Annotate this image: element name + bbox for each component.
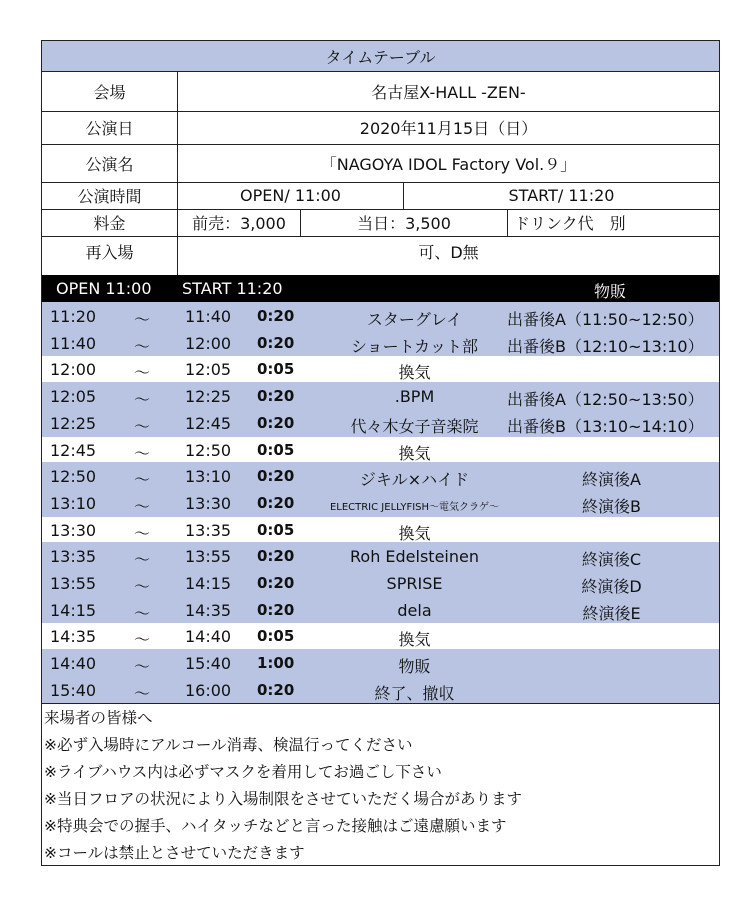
- row-end-time: 13:30: [185, 493, 232, 513]
- date-label: 公演日: [42, 111, 178, 144]
- note-line: ※当日フロアの状況により入場制限をさせていただく場合があります: [44, 790, 522, 808]
- event-row: [42, 144, 719, 183]
- table-row: [42, 676, 719, 704]
- row-goods: 出番後A（11:50~12:50）: [507, 310, 704, 329]
- row-end-time: 15:40: [185, 654, 232, 674]
- time-label: 公演時間: [42, 182, 178, 209]
- row-start-time: 13:10: [50, 493, 97, 513]
- row-end-time: 12:45: [185, 413, 232, 433]
- row-tilde: 〜: [134, 657, 151, 677]
- row-start-time: 13:30: [50, 520, 97, 540]
- row-duration: 0:20: [257, 600, 295, 619]
- row-goods: 終演後E: [582, 603, 641, 623]
- row-start-time: 12:50: [50, 467, 97, 487]
- row-act: ジキル×ハイド: [359, 470, 470, 490]
- event-value: 「NAGOYA IDOL Factory Vol.９」: [320, 154, 577, 174]
- row-goods: 終演後D: [581, 577, 642, 596]
- row-duration: 0:20: [257, 547, 295, 566]
- date-value: 2020年11月15日（日）: [359, 119, 538, 138]
- note-line: ※必ず入場時にアルコール消毒、検温行ってください: [44, 736, 413, 754]
- row-tilde: 〜: [134, 416, 151, 436]
- row-duration: 0:20: [257, 387, 295, 406]
- row-end-time: 13:55: [185, 547, 232, 567]
- price-label: 料金: [42, 209, 178, 236]
- table-row: [42, 382, 719, 410]
- schedule-divider: [42, 703, 719, 704]
- date-row: [42, 111, 719, 145]
- advance-price: 前売：3,000: [178, 209, 301, 236]
- row-goods: 出番後B（13:10~14:10）: [507, 416, 704, 436]
- row-goods: 終演後A: [582, 470, 641, 490]
- row-start-time: 15:40: [50, 680, 97, 700]
- row-end-time: 11:40: [185, 307, 232, 326]
- row-act: Roh Edelsteinen: [350, 547, 479, 567]
- row-end-time: 16:00: [185, 680, 232, 700]
- time-row: [42, 182, 719, 210]
- row-tilde: 〜: [134, 496, 151, 516]
- row-duration: 0:20: [257, 493, 295, 512]
- schedule-header: [42, 275, 719, 302]
- row-act: ELECTRIC JELLYFISH〜電気クラゲ〜: [329, 501, 500, 513]
- table-title: タイムテーブル: [42, 41, 719, 72]
- header-goods: 物販: [594, 282, 627, 301]
- table-row: [42, 355, 719, 383]
- row-start-time: 11:20: [50, 307, 97, 326]
- timetable-sheet: [41, 40, 720, 866]
- row-tilde: 〜: [134, 577, 151, 596]
- venue-value: 名古屋X-HALL -ZEN-: [371, 82, 526, 102]
- open-time: OPEN/ 11:00: [178, 182, 404, 209]
- row-start-time: 14:15: [50, 600, 97, 620]
- row-act: 換気: [398, 443, 431, 463]
- row-duration: 0:20: [257, 307, 295, 325]
- table-row: [42, 542, 719, 570]
- row-start-time: 13:35: [50, 547, 97, 567]
- row-tilde: 〜: [134, 683, 151, 703]
- table-row: [42, 649, 719, 677]
- row-goods: 終演後C: [581, 550, 642, 570]
- table-row: [42, 462, 719, 490]
- row-duration: 0:20: [257, 680, 295, 699]
- table-row: [42, 302, 719, 330]
- row-end-time: 14:40: [185, 627, 232, 647]
- row-act: 換気: [398, 630, 431, 650]
- row-end-time: 12:00: [185, 333, 232, 353]
- row-goods: 出番後A（12:50~13:50）: [507, 390, 704, 410]
- door-price: 当日：3,500: [301, 209, 508, 236]
- reentry-label: 再入場: [42, 236, 178, 275]
- notes: [42, 705, 719, 867]
- row-start-time: 12:00: [50, 360, 97, 380]
- row-act: 換気: [398, 363, 431, 383]
- row-duration: 0:05: [257, 627, 295, 646]
- row-duration: 0:20: [257, 333, 295, 352]
- table-row: [42, 622, 719, 650]
- row-start-time: 14:35: [50, 627, 97, 647]
- note-line: ※ライブハウス内は必ずマスクを着用してお過ごし下さい: [44, 763, 442, 781]
- row-end-time: 12:05: [185, 360, 232, 380]
- row-tilde: 〜: [134, 310, 151, 329]
- row-end-time: 14:15: [185, 574, 232, 593]
- row-end-time: 12:50: [185, 440, 232, 460]
- row-start-time: 14:40: [50, 654, 97, 674]
- row-end-time: 13:35: [185, 520, 232, 540]
- table-row: [42, 329, 719, 357]
- row-end-time: 12:25: [185, 387, 232, 407]
- row-act: 代々木女子音楽院: [350, 416, 479, 436]
- row-act: 物販: [398, 657, 431, 677]
- reentry-row: [42, 236, 719, 275]
- row-tilde: 〜: [134, 363, 151, 383]
- row-duration: 1:00: [257, 654, 295, 673]
- row-duration: 0:20: [257, 574, 295, 592]
- row-act: 終了、撤収: [374, 683, 455, 703]
- row-start-time: 11:40: [50, 333, 97, 353]
- row-act: .BPM: [394, 387, 435, 407]
- row-end-time: 13:10: [185, 467, 232, 487]
- row-start-time: 12:05: [50, 387, 97, 407]
- row-act: SPRISE: [386, 574, 443, 593]
- note-line: ※コールは禁止とさせていただきます: [44, 844, 305, 862]
- table-row: [42, 489, 719, 517]
- venue-label: 会場: [42, 71, 178, 111]
- price-row: [42, 209, 719, 237]
- row-act: ショートカット部: [350, 336, 479, 356]
- row-start-time: 12:25: [50, 413, 97, 433]
- table-row: [42, 516, 719, 544]
- row-tilde: 〜: [134, 470, 151, 490]
- table-row: [42, 436, 719, 464]
- row-tilde: 〜: [134, 550, 151, 570]
- row-start-time: 12:45: [50, 440, 97, 460]
- row-duration: 0:05: [257, 360, 295, 379]
- header-start: START 11:20: [182, 279, 283, 298]
- drink-note: ドリンク代 別: [514, 214, 626, 233]
- row-tilde: 〜: [134, 523, 151, 543]
- note-line: 来場者の皆様へ: [44, 709, 153, 727]
- venue-row: [42, 71, 719, 112]
- row-goods: 終演後B: [582, 496, 641, 516]
- table-row: [42, 569, 719, 597]
- row-act: dela: [397, 600, 432, 620]
- row-end-time: 14:35: [185, 600, 232, 620]
- row-act: スターグレイ: [366, 310, 463, 329]
- row-act: 換気: [398, 523, 431, 543]
- row-duration: 0:05: [257, 520, 295, 539]
- row-tilde: 〜: [134, 336, 151, 356]
- row-tilde: 〜: [134, 630, 151, 650]
- event-label: 公演名: [42, 144, 178, 182]
- row-tilde: 〜: [134, 603, 151, 623]
- row-duration: 0:05: [257, 440, 295, 459]
- row-tilde: 〜: [134, 443, 151, 463]
- row-goods: 出番後B（12:10~13:10）: [507, 336, 704, 356]
- row-start-time: 13:55: [50, 574, 97, 593]
- header-open: OPEN 11:00: [56, 279, 152, 298]
- reentry-value: 可、D無: [418, 243, 479, 262]
- start-time: START/ 11:20: [508, 186, 615, 205]
- note-line: ※特典会での握手、ハイタッチなどと言った接触はご遠慮願います: [44, 817, 507, 835]
- table-row: [42, 409, 719, 437]
- row-duration: 0:20: [257, 467, 295, 486]
- row-duration: 0:20: [257, 413, 295, 432]
- row-tilde: 〜: [134, 390, 151, 410]
- table-row: [42, 596, 719, 624]
